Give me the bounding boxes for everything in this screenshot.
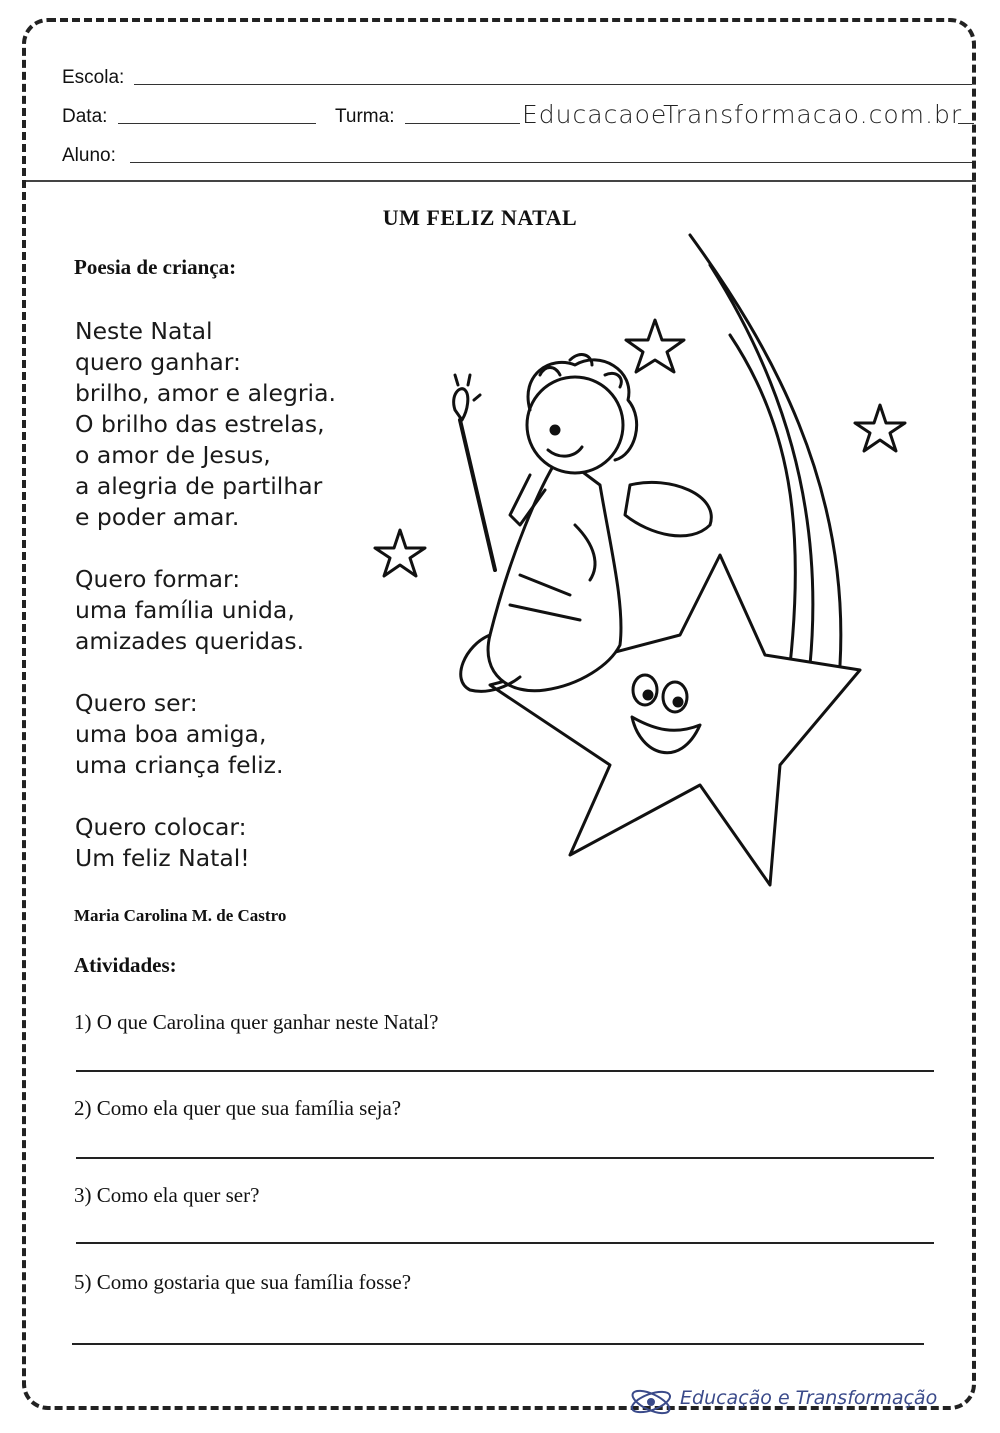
poem-author: Maria Carolina M. de Castro <box>74 906 287 925</box>
date-label: Data: <box>62 106 108 127</box>
question-2: 2) Como ela quer que sua família seja? <box>74 1096 402 1120</box>
poem-line: O brilho das estrelas, <box>75 410 325 438</box>
poem-line: Um feliz Natal! <box>75 844 250 872</box>
answer-line-5[interactable] <box>72 1343 924 1345</box>
question-5: 5) Como gostaria que sua família fosse? <box>74 1270 412 1294</box>
poem-line: uma criança feliz. <box>75 751 284 779</box>
activities-title: Atividades: <box>74 953 177 977</box>
website-label: EducacaoeTransformacao.com.br <box>522 100 963 129</box>
school-label: Escola: <box>62 67 125 88</box>
poem-line: amizades queridas. <box>75 627 305 655</box>
class-field[interactable] <box>405 123 520 124</box>
poem-line: brilho, amor e alegria. <box>75 379 336 407</box>
poem-line: uma família unida, <box>75 596 295 624</box>
question-3: 3) Como ela quer ser? <box>74 1183 260 1207</box>
school-field[interactable] <box>134 84 972 85</box>
poem-line: Neste Natal <box>75 317 213 345</box>
poem-line: Quero formar: <box>75 565 241 593</box>
small-star-icon <box>375 320 905 576</box>
poem-line: e poder amar. <box>75 503 240 531</box>
class-label: Turma: <box>335 106 395 127</box>
poem-line: uma boa amiga, <box>75 720 267 748</box>
page-title: UM FELIZ NATAL <box>382 205 578 230</box>
answer-line-3[interactable] <box>76 1242 934 1244</box>
paintbrush-icon <box>454 375 495 570</box>
poem-line: a alegria de partilhar <box>75 472 323 500</box>
student-label: Aluno: <box>62 145 116 166</box>
brand-logo-icon <box>628 1385 674 1419</box>
student-field[interactable] <box>130 162 972 163</box>
footer-brand: Educação e Transformação <box>680 1387 938 1409</box>
poem-line: Quero ser: <box>75 689 198 717</box>
date-field[interactable] <box>118 123 316 124</box>
answer-line-1[interactable] <box>76 1070 934 1072</box>
angel-on-star-illustration <box>370 225 930 905</box>
question-1: 1) O que Carolina quer ganhar neste Natal? <box>74 1010 439 1034</box>
poem-subtitle: Poesia de criança: <box>74 255 237 279</box>
answer-line-2[interactable] <box>76 1157 934 1159</box>
poem-line: o amor de Jesus, <box>75 441 271 469</box>
poem-line: Quero colocar: <box>75 813 247 841</box>
header-separator <box>26 180 976 182</box>
class-field-end <box>958 123 974 124</box>
poem-line: quero ganhar: <box>75 348 241 376</box>
